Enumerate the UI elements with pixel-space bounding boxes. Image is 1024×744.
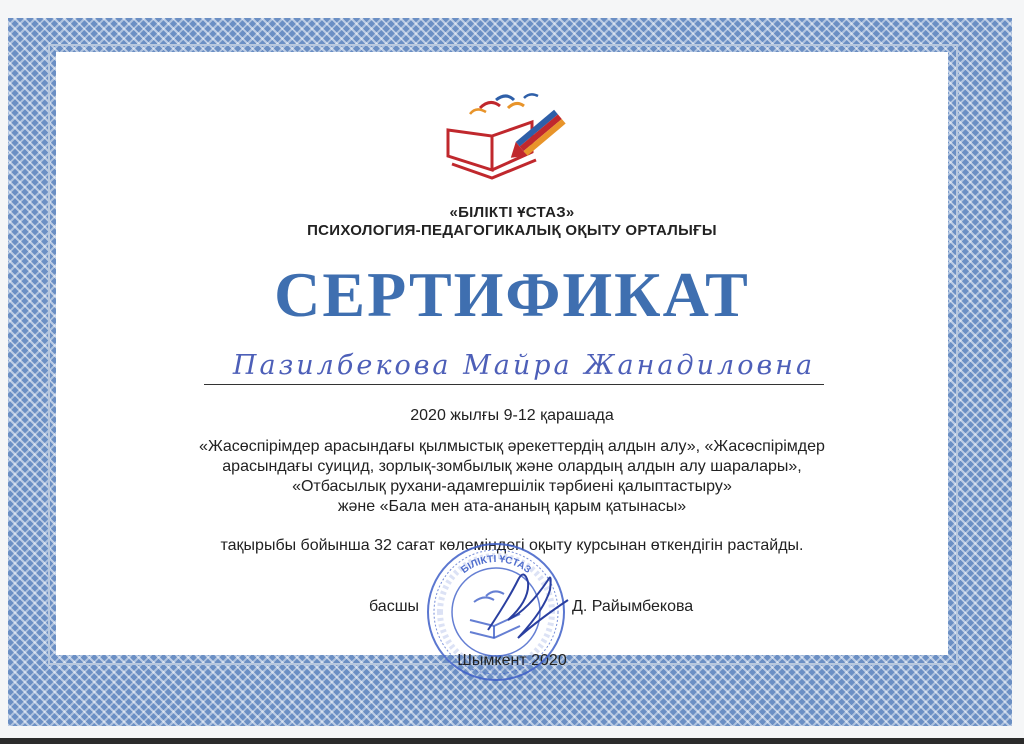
course-date: 2020 жылғы 9-12 қарашада [410,407,614,424]
city-year: Шымкент 2020 [457,652,567,669]
topic-line: арасындағы суицид, зорлық-зомбылық және олардың алдын алу шаралары», [222,458,802,475]
signatory-name: Д. Райымбекова [572,598,694,615]
organization-name-line2: ПСИХОЛОГИЯ-ПЕДАГОГИКАЛЫҚ ОҚЫТУ ОРТАЛЫҒЫ [307,222,717,239]
signatory-role: басшы [369,598,420,615]
recipient-name: Пазилбекова Майра Жанадиловна [232,350,816,381]
topic-line: «Жасөспірімдер арасындағы қылмыстық әрекеттердің алдын алу», «Жасөспірімдер [199,438,825,455]
course-topics [80,437,944,517]
scan-edge-shadow [0,738,1024,744]
topic-line: және «Бала мен ата-ананың қарым қатынасы» [337,498,687,515]
recipient-underline [204,384,824,385]
organization-name-line1: «БІЛІКТІ ҰСТАЗ» [449,204,575,221]
stamp-text: БІЛІКТІ ҰСТАЗ [459,553,533,576]
handwritten-signature-icon [478,560,578,650]
topic-line: «Отбасылық рухани-адамгершілік тәрбиені қалыптастыру» [292,478,732,495]
confirmation-statement: тақырыбы бойынша 32 сағат көлеміндегі оқыту курсынан өткендігін растайды. [220,537,804,554]
book-pencil-logo-icon [446,92,580,184]
certificate-title: СЕРТИФИКАТ [274,259,750,330]
